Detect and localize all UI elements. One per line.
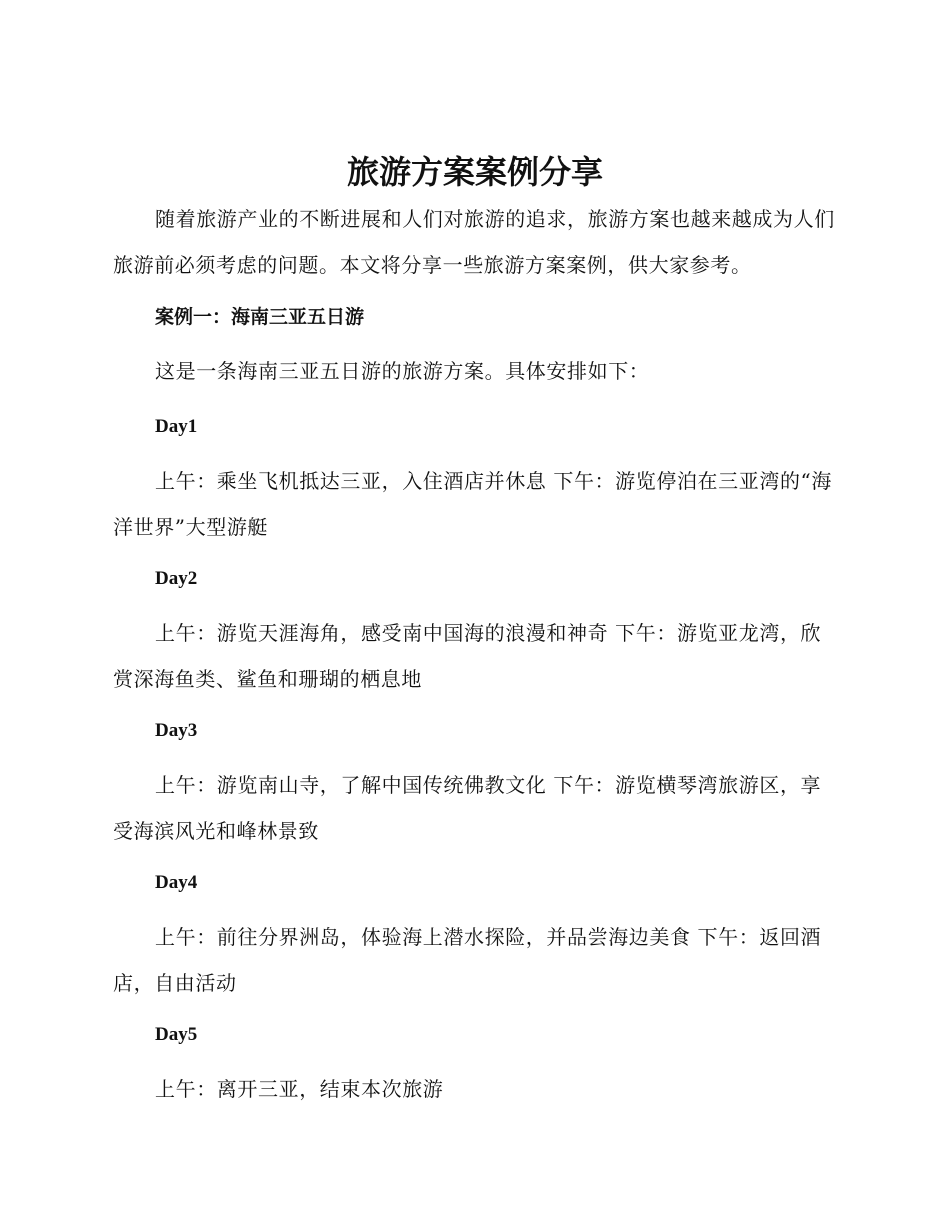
day-label-3: Day3 (155, 720, 198, 741)
day-text-2: 上午：游览天涯海角，感受南中国海的浪漫和神奇 下午：游览亚龙湾，欣赏深海鱼类、鲨鱼和珊瑚的栖息地 (113, 621, 822, 691)
intro-paragraph: 随着旅游产业的不断进展和人们对旅游的追求，旅游方案也越来越成为人们旅游前必须考虑的问题。本文将分享一些旅游方案案例，供大家参考。 (113, 207, 835, 277)
case-summary: 这是一条海南三亚五日游的旅游方案。具体安排如下： (155, 359, 650, 383)
day-text-3: 上午：游览南山寺，了解中国传统佛教文化 下午：游览横琴湾旅游区，享受海滨风光和峰林景致 (113, 773, 822, 843)
day-text-5: 上午：离开三亚，结束本次旅游 (155, 1077, 444, 1101)
day-text-4: 上午：前往分界洲岛，体验海上潜水探险，并品尝海边美食 下午：返回酒店，自由活动 (113, 925, 822, 995)
day-label-5: Day5 (155, 1024, 198, 1045)
day-label-1: Day1 (155, 416, 198, 437)
day-label-2: Day2 (155, 568, 198, 589)
day-text-1: 上午：乘坐飞机抵达三亚，入住酒店并休息 下午：游览停泊在三亚湾的“海洋世界”大型游艇 (113, 469, 832, 539)
day-label-4: Day4 (155, 872, 198, 893)
case-heading: 案例一：海南三亚五日游 (155, 306, 365, 328)
page-title: 旅游方案案例分享 (346, 153, 603, 191)
